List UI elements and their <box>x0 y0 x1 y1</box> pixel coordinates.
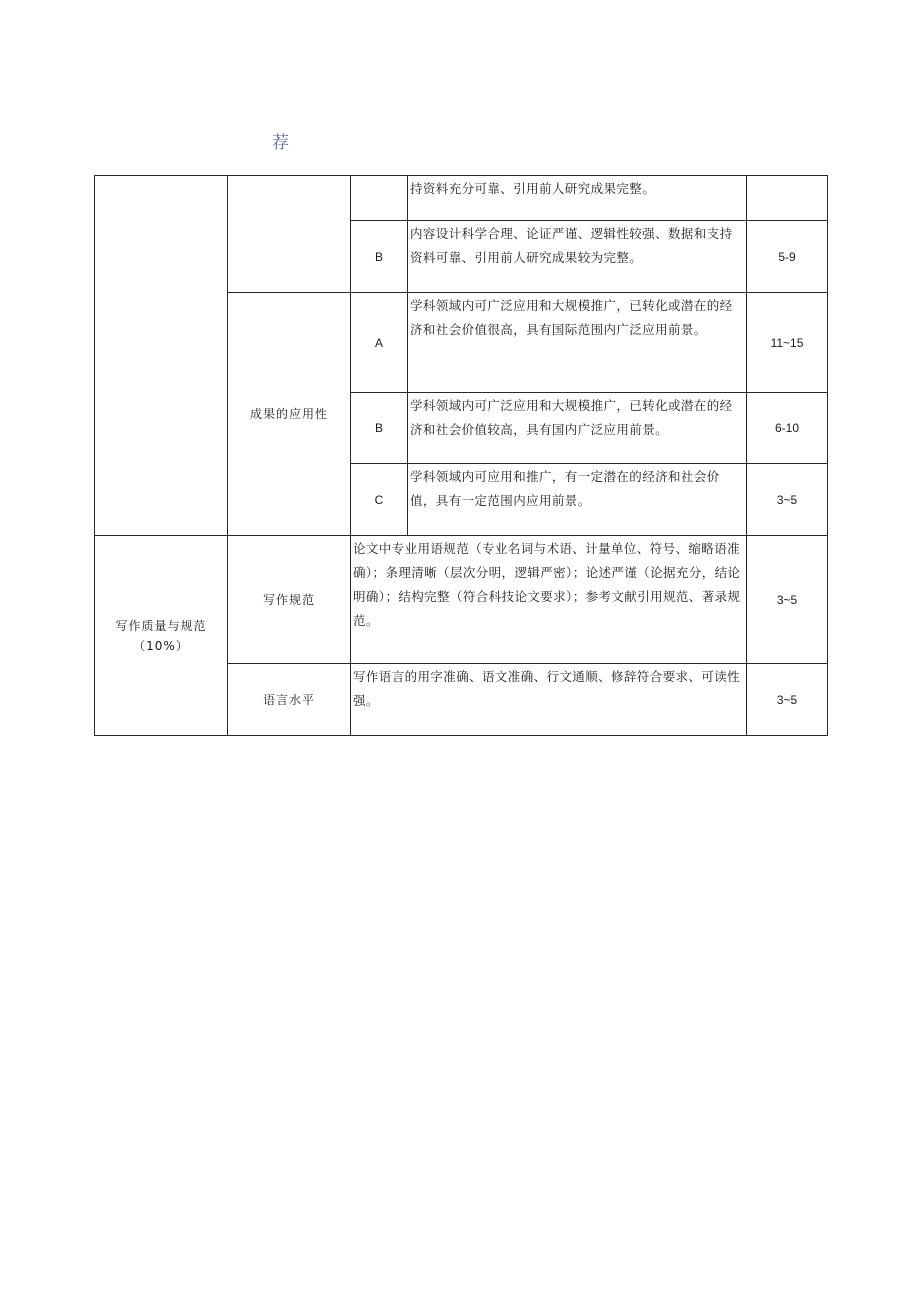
criteria-description: 学科领域内可广泛应用和大规模推广，已转化或潜在的经济和社会价值较高，具有国内广泛应用前景。 <box>408 393 747 464</box>
grade-label: B <box>351 221 408 293</box>
table-row <box>95 176 828 221</box>
score-range: 6-10 <box>747 393 828 464</box>
criteria-description: 持资料充分可靠、引用前人研究成果完整。 <box>408 176 747 221</box>
subcategory-cell-empty <box>228 176 351 293</box>
score-range: 3~5 <box>747 464 828 536</box>
score-cell-empty <box>747 176 828 221</box>
score-range: 3~5 <box>747 664 828 736</box>
criteria-description: 学科领域内可应用和推广，有一定潜在的经济和社会价值，具有一定范围内应用前景。 <box>408 464 747 536</box>
grade-label: A <box>351 293 408 393</box>
grade-label: B <box>351 393 408 464</box>
criteria-description: 内容设计科学合理、论证严谨、逻辑性较强、数据和支持资料可靠、引用前人研究成果较为完整。 <box>408 221 747 293</box>
criteria-description: 学科领域内可广泛应用和大规模推广，已转化或潜在的经济和社会价值很高，具有国际范围内广泛应用前景。 <box>408 293 747 393</box>
category-weight: （10%） <box>133 638 189 653</box>
score-range: 3~5 <box>747 536 828 664</box>
evaluation-table <box>94 175 828 536</box>
score-range: 5-9 <box>747 221 828 293</box>
criteria-description: 写作语言的用字准确、语文准确、行文通顺、修辞符合要求、可读性强。 <box>351 664 747 736</box>
subcategory-label-language-level: 语言水平 <box>228 664 351 736</box>
subcategory-label-applicability: 成果的应用性 <box>228 293 351 536</box>
grade-cell-empty <box>351 176 408 221</box>
category-cell-empty <box>95 176 228 536</box>
score-range: 11~15 <box>747 293 828 393</box>
category-label-writing-quality <box>95 536 228 736</box>
table-row <box>95 536 828 664</box>
page-header-fragment: 荐 <box>272 133 289 153</box>
subcategory-label-writing-norms: 写作规范 <box>228 536 351 664</box>
writing-quality-table <box>94 535 828 736</box>
grade-label: C <box>351 464 408 536</box>
category-title: 写作质量与规范 <box>115 618 207 633</box>
criteria-description: 论文中专业用语规范（专业名词与术语、计量单位、符号、缩略语准确）；条理清晰（层次分明，逻辑严密）；论述严谨（论据充分，结论明确）；结构完整（符合科技论文要求）；参考文献引用规范、著录规范。 <box>351 536 747 664</box>
